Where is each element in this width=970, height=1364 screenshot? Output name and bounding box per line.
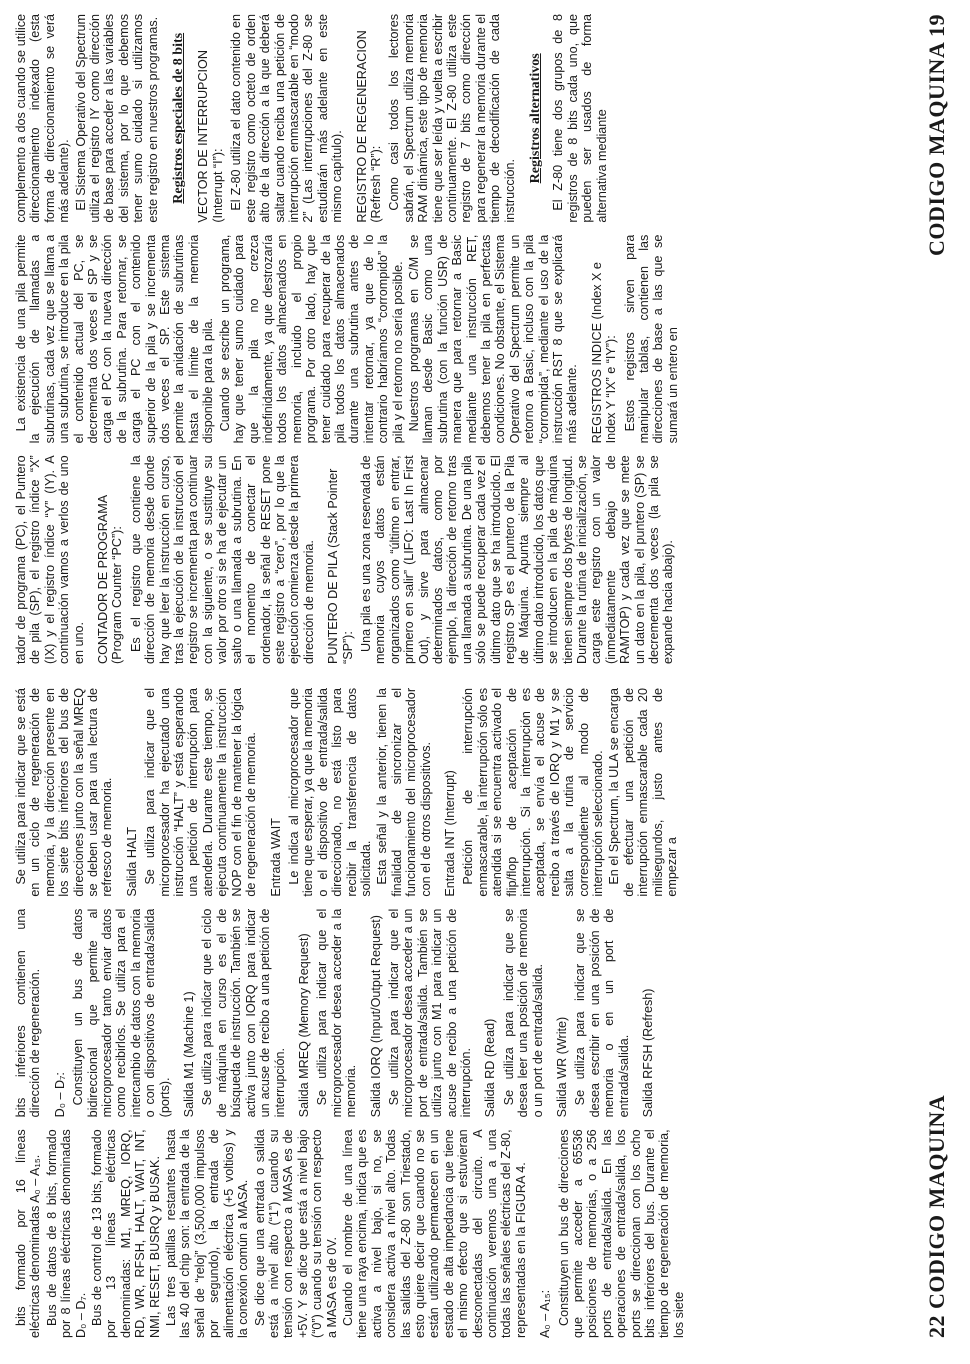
page-footer-right: CODIGO MAQUINA 19 [924,14,949,256]
paragraph: Se utiliza para indicar que el ciclo de máquina en curso es el de búsqueda de instrucción. También se activa junto con IORQ para indicar un acuse de recibo a una petición de interrupción. [200,908,287,1118]
paragraph: Se dice que una entrada o salida está a nivel alto (“1”) cuando su tensión con respecto a MASA es de +5V. Y se dice que está a nivel bajo (“0”) cuando su tensión con respecto a MASA es de 0V. [252,1129,339,1338]
left-col-2 [14,909,910,1118]
subheading: VECTOR DE INTERRUPCION (Interrupt “I”): [196,50,225,223]
section-heading-text: Registros especiales de 8 bits [171,32,187,204]
section-heading-text: Registros alternativos [528,53,543,184]
subheading: Salida RFSH (Refresh) [641,988,656,1118]
paragraph: Se utiliza para indicar que el microprocesador desea acceder a un port de entrada/salida. También se utiliza junto con M1 para indicar un acuse de recibo a una petición de interrupción. [386,908,473,1118]
paragraph: Esta señal y la anterior, tienen la finalidad de sincronizar el funcionamiento del microprocesador con el de otros dispositivos. [375,687,433,897]
subheading: Entrada INT (Interrupt) [442,770,457,897]
paragraph: bits inferiores contienen una dirección de regeneración. [14,908,43,1118]
paragraph: Cuando se escribe un programa, hay que tener sumo cuidado para que la pila no crezca indefinidamente, ya que destrozaría todos los datos almacenados en memoria, incluido el propio programa. Por otro lado, hay que tener cuidado para recuperar de la pila todos los datos almacenados durante una subrutina antes de intentar retornar, ya que de lo contrario habríamos “corrompido” la pila y el retorno no sería posible. [217,234,405,444]
subheading: D₀ – D₇: [52,1072,67,1118]
paragraph: El Z-80 utiliza el dato contenido en este registro como octeto de orden alto de la dirección a la que deberá saltar cuando reciba una petición de interrupción enmascarable en “modo 2” (Las interrupciones del Z-80 se estudiarán más adelante en este mismo capítulo). [229,13,345,223]
page-footer-left: 22 CODIGO MAQUINA [924,1094,949,1338]
paragraph: Estos registros sirven para manipular tablas, contienen las direcciones de base a las que se sumará un entero en [622,234,680,444]
right-page [14,14,954,664]
paragraph: Bus de datos de 8 bits, formado por 8 líneas eléctricas denominadas D₀ – D₇. [44,1129,88,1338]
paragraph: Se utiliza para indicar que se desea escribir en una posición de memoria o en un port de entrada/salida. [573,908,631,1118]
left-col-1 [14,1129,910,1338]
paragraph: Se utiliza para indicar que se desea leer una posición de memoria o un port de entrada/salida. [501,908,545,1118]
left-page [14,688,954,1338]
paragraph: Se utiliza para indicar que el microprocesador desea acceder a la memoria. [315,908,359,1118]
paragraph: tador de programa (PC), el Puntero de pila (SP), el registro índice “X” (IX) y el registro índice “Y” (IY). A continuación vamos a verlos de uno en uno. [14,455,86,664]
paragraph: Constituyen un bus de direcciones que permite acceder a 65536 posiciones de memorias, o a 256 ports de entrada/salida. En las operaciones de entrada/salida, los ports se direccionan con los ocho bits inferiores del bus. Durante el tiempo de regeneración de memoria, los siete [556,1129,686,1338]
paragraph: complemento a dos cuando se utilice direccionamiento indexado (esta forma de direccionamiento se verá más adelante). [14,13,72,223]
paragraph: Nuestros programas en C/M se llaman desde Basic como una subrutina (con la función USR) de manera que para retornar a Basic mediante una instrucción RET, debemos tener la pila en perfectas condiciones. No obstante, el Sistema Operativo del Spectrum permite un retorno a Basic, incluso con la pila “corrompida”, mediante el uso de la instrucción RST 8 que se explicará más adelante. [406,234,580,444]
subheading: REGISTRO DE REGENERACION (Refresh “R”): [354,30,383,223]
left-col-3 [14,688,910,897]
subheading: Salida HALT [124,826,139,897]
paragraph: bits formado por 16 líneas eléctricas denominadas A₀ – A₁₅. [14,1129,43,1338]
paragraph: Las tres patillas restantes hasta las 40 del chip son: la entrada de la señal de “reloj” (3,500,000 impulsos por segundo), la entrada de alimentación eléctrica (+5 voltios) y la conexión común a MASA. [164,1129,251,1338]
paragraph: Se utiliza para indicar que se está en un ciclo de regeneración de memoria, y la dirección presente en los siete bits inferiores del bus de direcciones junto con la señal MREQ se deben usar para una lectura de refresco de memoria. [14,687,115,897]
paragraph: Constituyen un bus de datos bidireccional que permite al microprocesador tanto enviar datos como recibirlos. Se utiliza para el intercambio de datos con la memoria o con dispositivos de entrada/salida (ports). [71,908,172,1118]
right-col-1 [14,455,910,664]
subheading: CONTADOR DE PROGRAMA (Program Counter “PC”): [96,495,125,664]
subheading: Salida IORQ (Input/Output Request) [368,915,383,1118]
subheading: Salida WR (Write) [555,1016,569,1118]
paragraph: Le indica al microprocesador que tiene que esperar, ya que la memoria o el dispositivo de entrada/salida direccionado, no está listo para recibir la transferencia de datos solicitada. [286,687,373,897]
paragraph: En el Spectrum, la ULA se encarga de efectuar una petición de interrupción enmascarable cada 20 milisegundos, justo antes de empezar a [607,687,680,897]
paragraph: El Z-80 tiene dos grupos de 8 registros de 8 bits cada uno, que pueden ser usados de forma alternativa mediante [551,13,609,223]
subheading: Entrada WAIT [268,818,283,897]
paragraph: Es el registro que contiene la dirección de memoria desde donde hay que leer la instrucción en curso, tras la ejecución de la instrucción el registro se incrementa para continuar con la siguiente, o se sustituye su valor por otro si se ha de ejecutar un salto o una llamada a subrutina. En el momento de conectar el ordenador, la señal de RESET pone este registro a “cero”, por lo que la ejecución comienza desde la primera dirección de memoria. [128,455,316,664]
subheading: PUNTERO DE PILA (Stack Pointer “SP”): [326,468,355,664]
paragraph: Cuando el nombre de una línea tiene una raya encima, indica que es activa a nivel bajo, si no, se considera activa a nivel alto. Todas las salidas del Z-80 son Triestado, esto quiere decir que cuando no se están utilizando permanecen en un estado de alta impedancia que tiene el mismo efecto que si estuvieran desconectadas del circuito. A continuación veremos una a una todas las señales eléctricas del Z-80, representadas en la FIGURA 4. [340,1129,528,1338]
paragraph: Bus de control de 13 bits, formado por 13 líneas eléctricas denominadas: M1, MREQ, IORQ, RD, WR, RFSH, HALT, WAIT, INT, NMI, RESET, BUSRQ y BUSAK. [90,1129,162,1338]
subheading: REGISTROS INDICE (Index X e Index Y “IX” e “IY”): [589,262,619,444]
paragraph: Petición de interrupción enmascarable, la interrupción sólo es atendida si se encuentra activado el flip/flop de aceptación de interrupción. Si la interrupción es aceptada, se envía el acuse de recibo a través de IORQ y M1 y se salta a la rutina de servicio correspondiente al modo de interrupción seleccionado. [461,687,606,897]
subheading: Salida M1 (Machine 1) [182,991,197,1118]
paragraph: Una pila es una zona reservada de memoria cuyos datos están organizados como “último en entrar, primero en salir” (LIFO: Last In First Out), y sirve para almacenar determinados datos, como por ejemplo, la dirección de retorno tras una llamada a subrutina. De una pila sólo se puede recuperar cada vez el último dato que se ha introducido. El registro SP es el puntero de la Pila de Máquina. Apunta siempre al último dato introducido, los datos que se introducen en la pila de máquina tienen siempre dos bytes de longitud. Durante la rutina de inicialización, se carga este registro con un valor (inmediatamente debajo de RAMTOP) y cada vez que se mete un dato en la pila, el puntero (SP) se decrementa dos veces (la pila se expande hacia abajo). [358,455,676,664]
subheading: Salida MREQ (Memory Request) [296,933,311,1118]
paragraph: El Sistema Operativo del Spectrum utiliza el registro IY como dirección de base para acceder a las variables del sistema, por lo que debemos tener sumo cuidado si utilizamos este registro en nuestros programas. [73,13,160,223]
right-col-3 [14,14,910,223]
paragraph: Como casi todos los lectores sabrán, el Spectrum utiliza memoria RAM dinámica, este tipo de memoria tiene que ser leída y vuelta a escribir continuamente. El Z-80 utiliza este registro de 7 bits como dirección para regenerar la memoria durante el tiempo de decodificación de cada instrucción. [387,13,517,223]
paragraph: Se utiliza para indicar que el microprocesador ha ejecutado una instrucción “HALT” y está esperando una petición de interrupción para atenderla. Durante este tiempo, se ejecuta continuamente la instrucción NOP con el fin de mantener la lógica de regeneración de memoria. [143,687,259,897]
section-heading [172,14,186,223]
paragraph: La existencia de una pila permite la ejecución de llamadas a subrutinas, cada vez que se llama a una subrutina, se introduce en la pila el contenido actual del PC, se decrementa dos veces el SP y se carga el PC con la nueva dirección de la subrutina. Para retornar, se carga el PC con el contenido superior de la pila y se incrementa dos veces el SP. Este sistema permite la anidación de subrutinas hasta el límite de la memoria disponible para la pila. [14,234,216,444]
right-col-2 [14,235,910,444]
section-heading [529,14,543,223]
subheading: Salida RD (Read) [483,1018,498,1118]
subheading: A₀ – A₁₅: [538,1289,553,1338]
